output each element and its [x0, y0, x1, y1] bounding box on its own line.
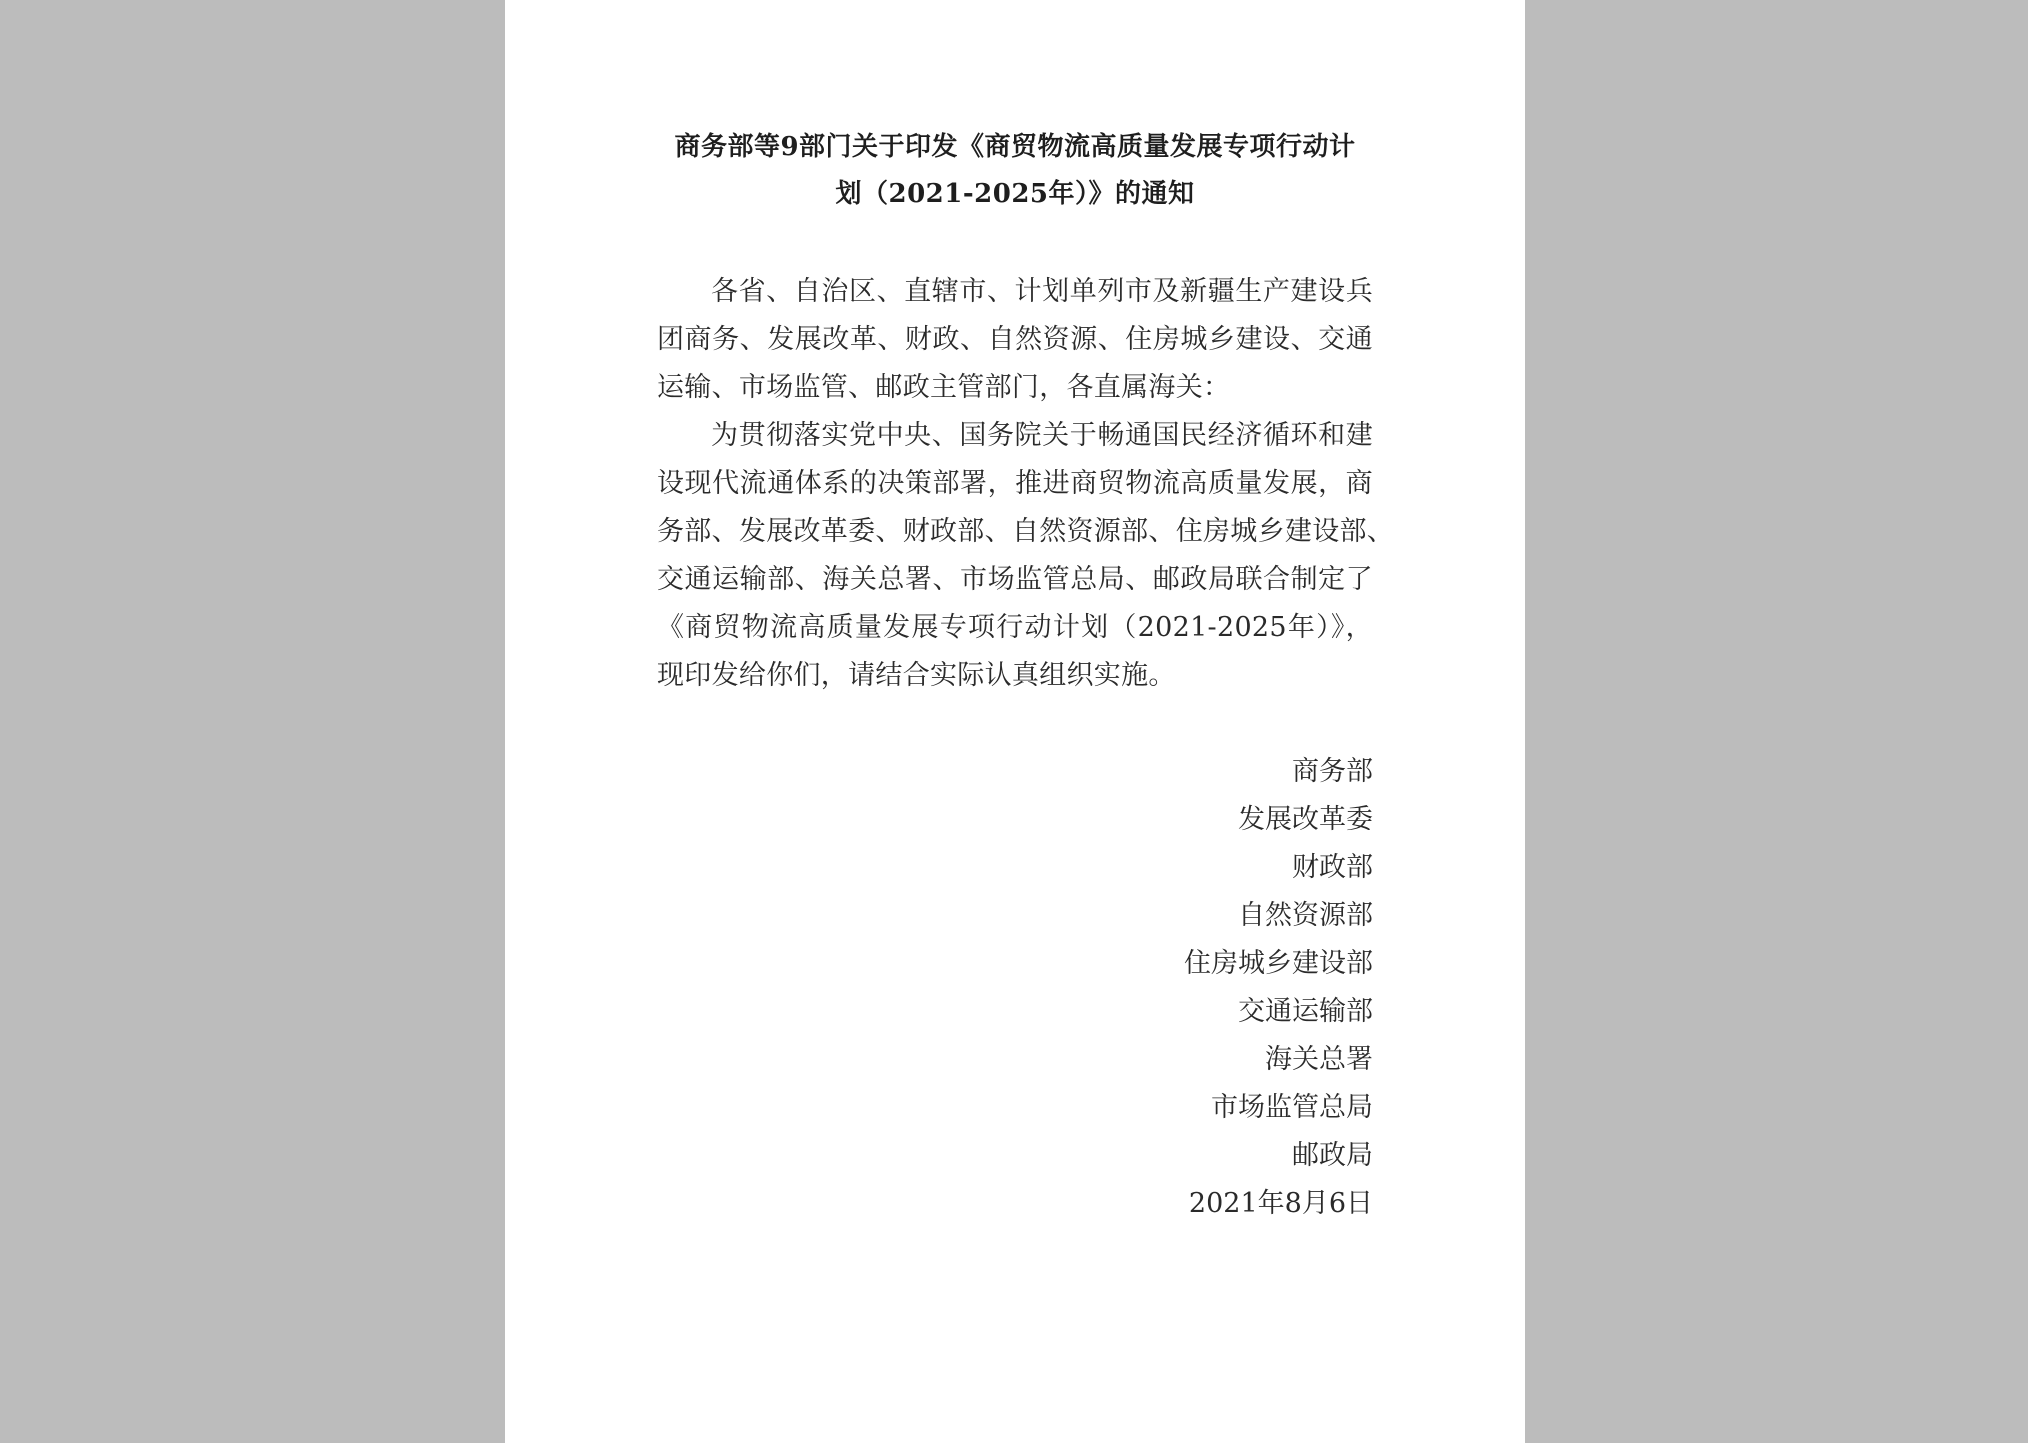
title-line-1: 商务部等9部门关于印发《商贸物流高质量发展专项行动计 — [674, 132, 1356, 162]
body-line-6: 现印发给你们，请结合实际认真组织实施。 — [657, 660, 1176, 691]
addressee-line-1: 各省、自治区、直辖市、计划单列市及新疆生产建设兵 — [711, 276, 1373, 307]
signature-ndrc: 发展改革委 — [1238, 804, 1373, 835]
addressee-line-3: 运输、市场监管、邮政主管部门，各直属海关： — [657, 372, 1231, 403]
signature-natural-resources: 自然资源部 — [1238, 900, 1373, 931]
addressee-line-2: 团商务、发展改革、财政、自然资源、住房城乡建设、交通 — [657, 324, 1373, 355]
signature-market-regulation: 市场监管总局 — [1211, 1092, 1373, 1123]
addressee-paragraph — [657, 268, 1373, 412]
signature-transport: 交通运输部 — [1238, 996, 1373, 1027]
signature-customs: 海关总署 — [1265, 1044, 1373, 1075]
body-paragraph — [657, 412, 1395, 700]
document-title — [657, 124, 1373, 218]
body-line-3: 务部、发展改革委、财政部、自然资源部、住房城乡建设部、 — [657, 516, 1395, 547]
body-line-5: 《商贸物流高质量发展专项行动计划（2021-2025年）》， — [657, 612, 1373, 643]
signature-housing: 住房城乡建设部 — [1184, 948, 1373, 979]
signature-block — [657, 748, 1373, 1228]
body-line-1: 为贯彻落实党中央、国务院关于畅通国民经济循环和建 — [711, 420, 1373, 451]
signature-postal: 邮政局 — [1292, 1140, 1373, 1171]
document-page — [505, 0, 1525, 1443]
document-date: 2021年8月6日 — [1188, 1188, 1373, 1219]
body-line-2: 设现代流通体系的决策部署，推进商贸物流高质量发展，商 — [657, 468, 1373, 499]
document-body — [657, 268, 1395, 700]
title-line-2: 划（2021-2025年）》的通知 — [835, 179, 1195, 209]
signature-commerce: 商务部 — [1292, 756, 1373, 787]
signature-finance: 财政部 — [1292, 852, 1373, 883]
body-line-4: 交通运输部、海关总署、市场监管总局、邮政局联合制定了 — [657, 564, 1373, 595]
